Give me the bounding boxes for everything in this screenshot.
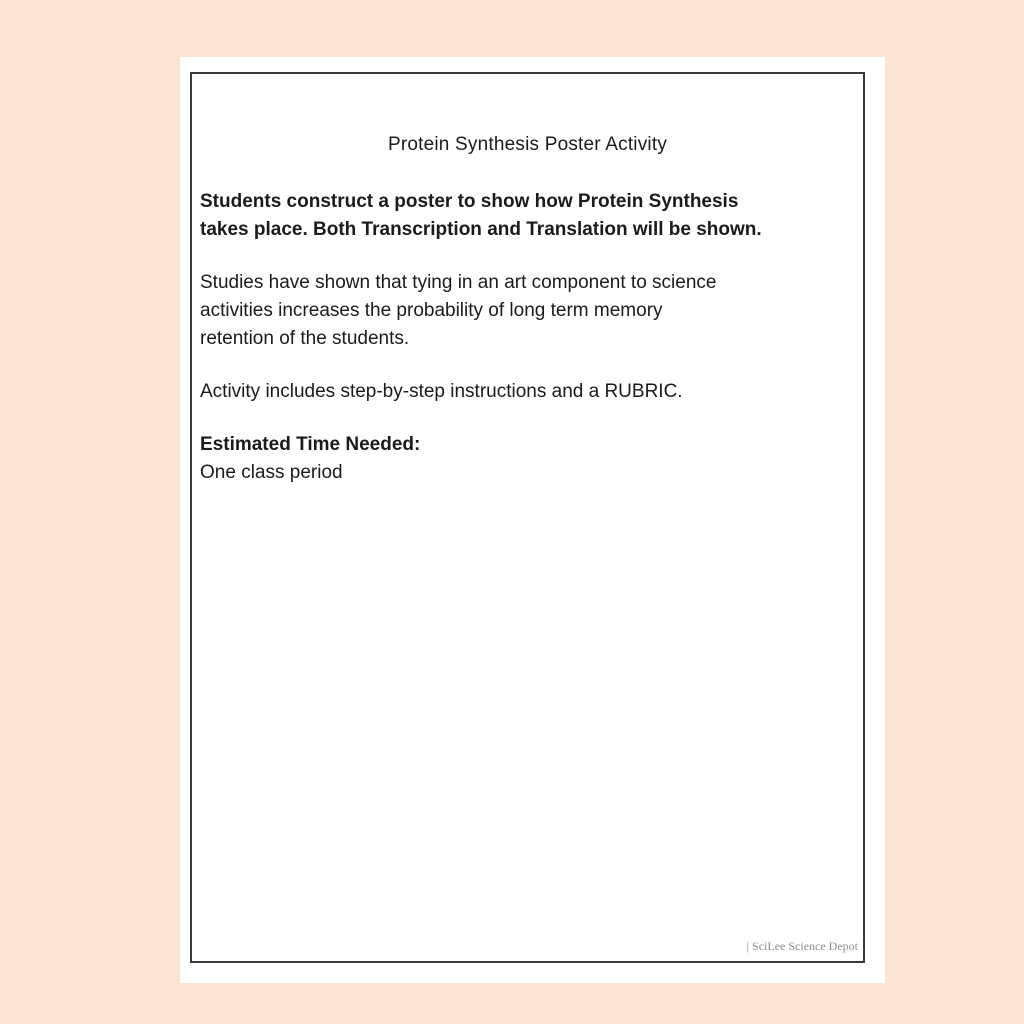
text-line: Activity includes step-by-step instructions and a RUBRIC. xyxy=(200,381,683,402)
paragraph-overview xyxy=(200,188,833,244)
document-title: Protein Synthesis Poster Activity xyxy=(387,134,668,155)
paragraph-research-note xyxy=(200,269,833,353)
text-line: Studies have shown that tying in an art component to science xyxy=(200,272,717,293)
paragraph-includes xyxy=(200,378,833,406)
text-line: retention of the students. xyxy=(200,328,410,349)
text-line: activities increases the probability of long term memory xyxy=(200,300,663,321)
time-needed-label: Estimated Time Needed: xyxy=(200,434,421,455)
time-needed-section xyxy=(200,431,833,487)
document-page xyxy=(180,57,885,983)
footer-credit: | SciLee Science Depot xyxy=(746,939,858,953)
text-line: takes place. Both Transcription and Translation will be shown. xyxy=(200,219,762,240)
document-border-frame xyxy=(190,72,865,963)
text-line: Students construct a poster to show how Protein Synthesis xyxy=(200,191,739,212)
time-needed-value: One class period xyxy=(200,462,343,483)
